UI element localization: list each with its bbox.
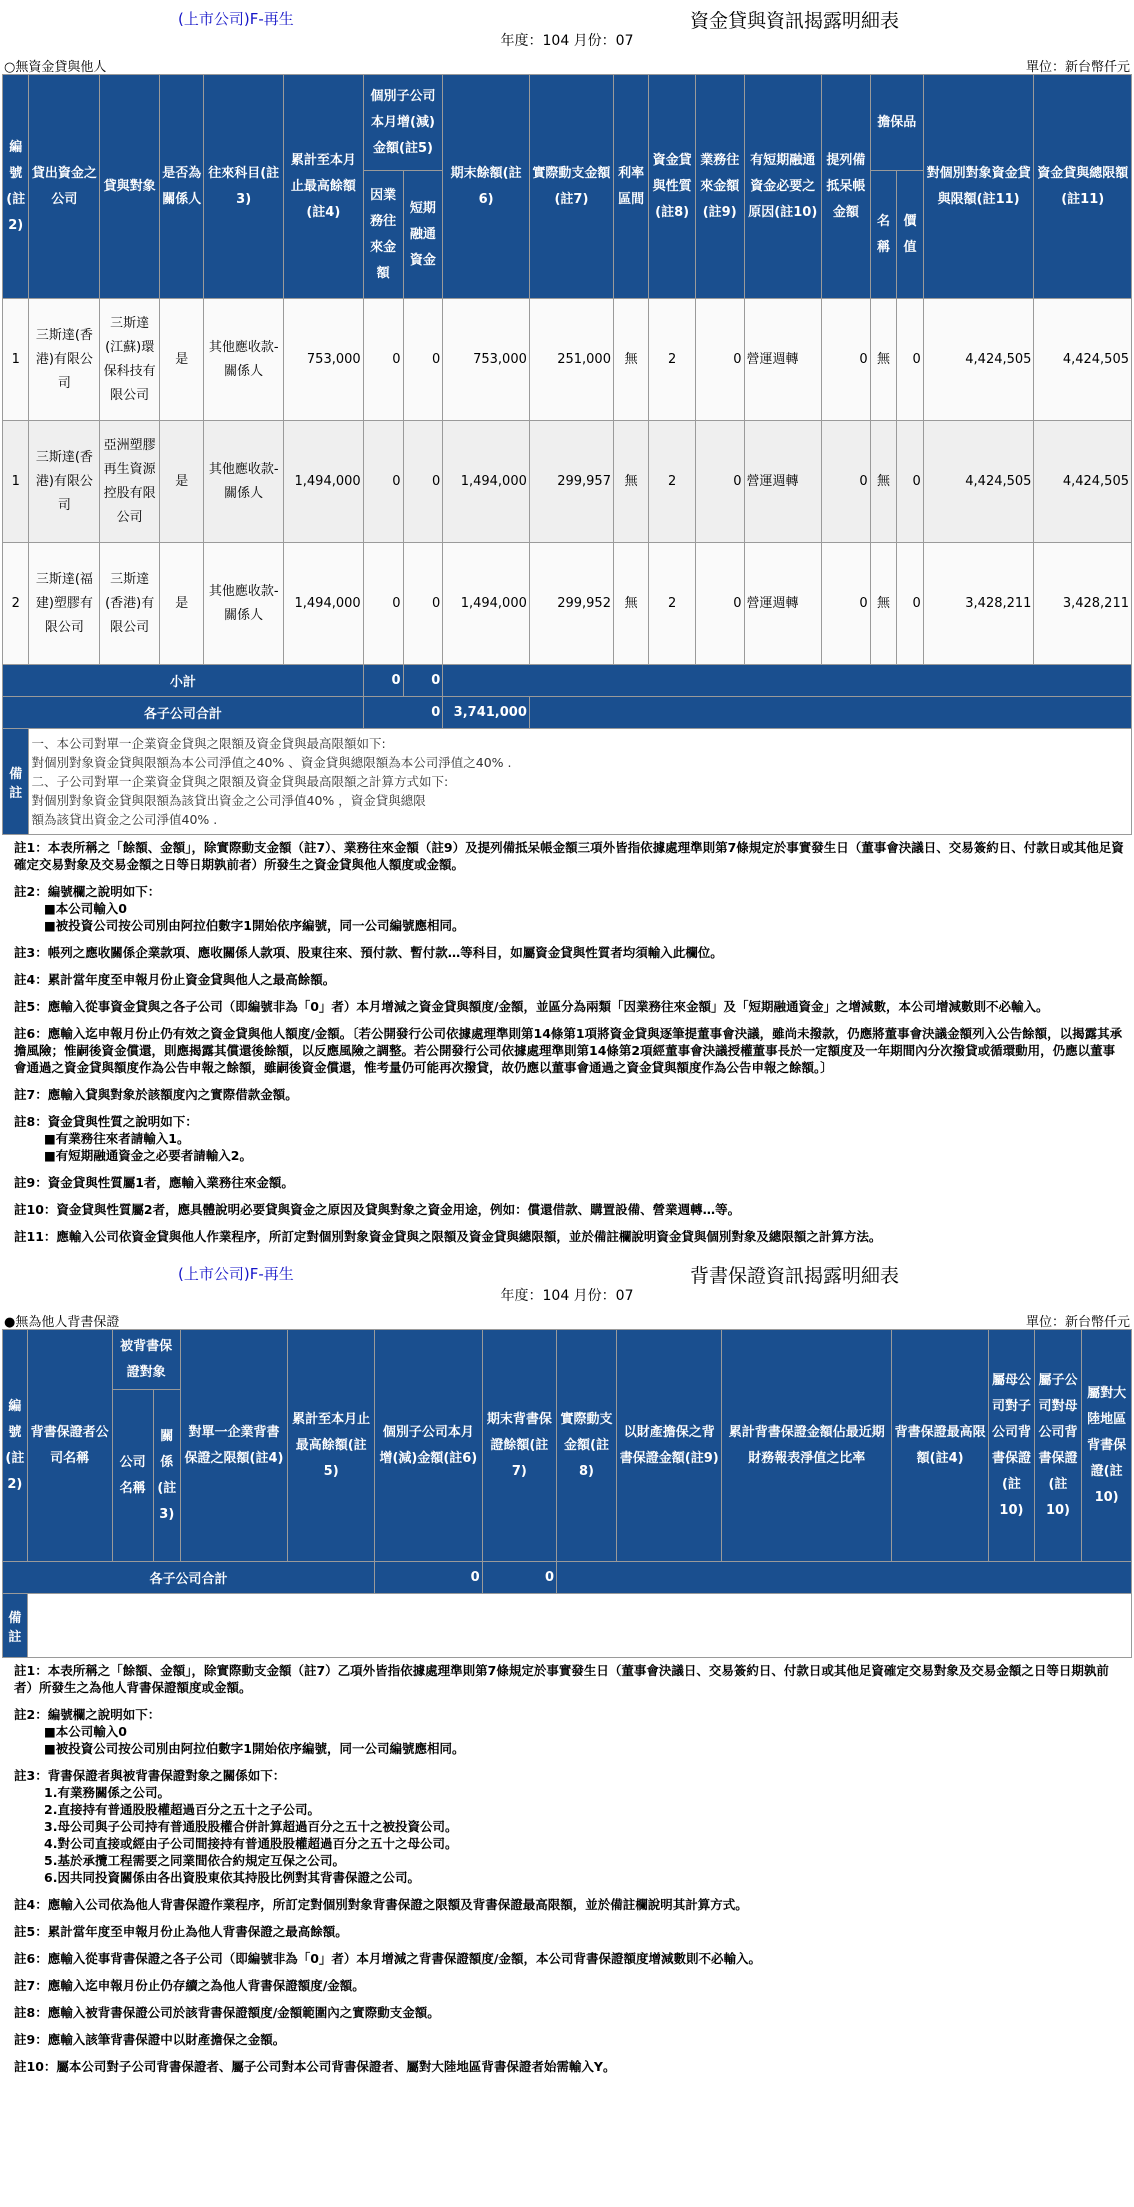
loan-col-collateral: 擔保品 [870, 75, 923, 171]
guar-total-label: 各子公司合計 [3, 1562, 375, 1594]
cell-related: 是 [160, 421, 204, 543]
loan-company-name: (上市公司)F-再生 [178, 10, 294, 28]
cell-actual: 299,952 [529, 543, 613, 665]
loan-col-biz-amt: 業務往來金額(註9) [695, 75, 744, 299]
cell-nature: 2 [649, 543, 695, 665]
guar-col-limit-single: 對單一企業背書保證之限額(註4) [180, 1330, 288, 1562]
table-row [3, 543, 1132, 665]
note: 註4：應輸入公司依為他人背書保證作業程序，所訂定對個別對象背書保證之限額及背書保證最高限額，並於備註欄說明其計算方式。 [14, 1897, 748, 1912]
guar-col-actual: 實際動支金額(註8) [557, 1330, 617, 1562]
note-sub: 5.基於承攬工程需要之同業間依合約規定互保之公司。 [44, 1853, 345, 1868]
loan-col-col-value: 價值 [897, 171, 924, 299]
total-row [3, 697, 1132, 729]
cell-limit-single: 4,424,505 [923, 299, 1034, 421]
cell-limit-total: 4,424,505 [1034, 299, 1132, 421]
guar-remarks-label: 備註 [3, 1594, 28, 1658]
cell-biz-amt: 0 [695, 421, 744, 543]
cell-borrower: 三斯達(江蘇)環保科技有限公司 [100, 299, 160, 421]
loan-col-max: 累計至本月止最高餘額(註4) [284, 75, 364, 299]
guar-col-end: 期末背書保證餘額(註7) [482, 1330, 556, 1562]
cell-max: 1,494,000 [284, 543, 364, 665]
cell-no: 2 [3, 543, 29, 665]
cell-max: 753,000 [284, 299, 364, 421]
note: 註11：應輸入公司依資金貸與他人作業程序，所訂定對個別對象資金貸與之限額及資金貸與總限額，並於備註欄說明資金貸與個別對象及總限額之計算方法。 [14, 1229, 882, 1244]
guar-col-target-name: 公司名稱 [112, 1390, 153, 1562]
remark-line: 對個別對象資金貸與限額為本公司淨值之40% 、資金貸與總限額為本公司淨值之40% . [31, 755, 512, 770]
loan-col-nature: 資金貸與性質(註8) [649, 75, 695, 299]
cell-rate: 無 [613, 421, 648, 543]
note-sub: 4.對公司直接或經由子公司間接持有普通股股權超過百分之五十之母公司。 [44, 1836, 458, 1851]
loan-col-account: 往來科目(註3) [204, 75, 284, 299]
loan-title: 資金貸與資訊揭露明細表 [690, 10, 900, 32]
guar-col-sub-change: 個別子公司本月增(減)金額(註6) [375, 1330, 483, 1562]
cell-col-value: 0 [897, 299, 924, 421]
note: 註4：累計當年度至申報月份止資金貸與他人之最高餘額。 [14, 972, 336, 987]
cell-end: 1,494,000 [443, 543, 530, 665]
guarantee-title: 背書保證資訊揭露明細表 [690, 1265, 900, 1287]
note: 註3：背書保證者與被背書保證對象之關係如下： [14, 1768, 286, 1783]
note-sub: ■本公司輸入0 [44, 901, 128, 916]
cell-reason: 營運週轉 [744, 421, 821, 543]
cell-col-name: 無 [870, 421, 897, 543]
note: 註1：本表所稱之「餘額、金額」，除實際動支金額（註7）、業務往來金額（註9）及提列備抵呆帳金額三項外皆指依據處理準則第7條規定於事實發生日（董事會決議日、交易簽約日、付款日或其他足資確定交易對象及交易金額之日等日期孰前者）所發生之資金貸與他人額度或金額。 [14, 840, 1124, 872]
remarks-label: 備註 [3, 729, 29, 835]
remark-line: 二、子公司對單一企業資金貸與之限額及資金貸與最高限額之計算方式如下: [31, 774, 449, 789]
guar-remarks-row [3, 1594, 1132, 1658]
loan-col-borrower: 貸與對象 [100, 75, 160, 299]
loan-col-lender: 貸出資金之公司 [29, 75, 100, 299]
note: 註10：屬本公司對子公司背書保證者、屬子公司對本公司背書保證者、屬對大陸地區背書保證者始需輸入Y。 [14, 2059, 616, 2074]
guar-col-mainland: 屬對大陸地區背書保證(註10) [1082, 1330, 1132, 1562]
cell-limit-total: 4,424,505 [1034, 421, 1132, 543]
cell-actual: 251,000 [529, 299, 613, 421]
note-sub: ■被投資公司按公司別由阿拉伯數字1開始依序編號，同一公司編號應相同。 [44, 1741, 465, 1756]
loan-col-no: 編號(註2) [3, 75, 29, 299]
cell-no: 1 [3, 421, 29, 543]
guarantee-company-name: (上市公司)F-再生 [178, 1265, 294, 1283]
loan-notes [14, 839, 1124, 1245]
guarantee-year-month: 年度：104 月份：07 [500, 1288, 634, 1304]
cell-related: 是 [160, 299, 204, 421]
note-sub: ■有業務往來者請輸入1。 [44, 1131, 190, 1146]
cell-biz: 0 [363, 543, 403, 665]
loan-status: ○無資金貸與他人 [4, 60, 107, 75]
remark-line: 額為該貸出資金之公司淨值40% . [31, 812, 218, 827]
guar-col-ratio: 累計背書保證金額佔最近期財務報表淨值之比率 [722, 1330, 892, 1562]
guar-col-parent-sub: 屬母公司對子公司背書保證(註10) [989, 1330, 1034, 1562]
cell-related: 是 [160, 543, 204, 665]
cell-borrower: 亞洲塑膠再生資源控股有限公司 [100, 421, 160, 543]
note-sub: 2.直接持有普通股股權超過百分之五十之子公司。 [44, 1802, 320, 1817]
loan-col-sub-biz: 因業務往來金額 [363, 171, 403, 299]
guar-col-no: 編號(註2) [3, 1330, 28, 1562]
note: 註1：本表所稱之「餘額、金額」，除實際動支金額（註7）乙項外皆指依據處理準則第7條規定於事實發生日（董事會決議日、交易簽約日、付款日或其他足資確定交易對象及交易金額之日等日期孰前者）所發生之為他人背書保證額度或金額。 [14, 1663, 1109, 1695]
table-row [3, 299, 1132, 421]
note: 註9：資金貸與性質屬1者，應輸入業務往來金額。 [14, 1175, 294, 1190]
subtotal-row [3, 665, 1132, 697]
cell-nature: 2 [649, 421, 695, 543]
cell-allowance: 0 [822, 299, 871, 421]
cell-limit-total: 3,428,211 [1034, 543, 1132, 665]
guar-col-sub-parent: 屬子公司對母公司背書保證(註10) [1034, 1330, 1082, 1562]
cell-col-name: 無 [870, 299, 897, 421]
cell-lender: 三斯達(福建)塑膠有限公司 [29, 543, 100, 665]
subtotal-short: 0 [403, 665, 443, 697]
guarantee-unit: 單位：新台幣仟元 [1025, 1315, 1130, 1330]
remark-line: 一、本公司對單一企業資金貸與之限額及資金貸與最高限額如下: [31, 736, 386, 751]
cell-limit-single: 4,424,505 [923, 421, 1034, 543]
guarantee-header [0, 1255, 1134, 1287]
guarantee-status: ●無為他人背書保證 [4, 1315, 120, 1330]
cell-max: 1,494,000 [284, 421, 364, 543]
cell-account: 其他應收款-關係人 [204, 299, 284, 421]
guarantee-subbar [4, 1311, 1130, 1329]
remark-line: 對個別對象資金貸與限額為該貸出資金之公司淨值40% ，資金貸與總限 [31, 793, 426, 808]
note-sub: 1.有業務關係之公司。 [44, 1785, 170, 1800]
cell-biz: 0 [363, 421, 403, 543]
cell-lender: 三斯達(香港)有限公司 [29, 299, 100, 421]
note-sub: ■有短期融通資金之必要者請輸入2。 [44, 1148, 253, 1163]
loan-col-actual: 實際動支金額(註7) [529, 75, 613, 299]
guar-col-collateral: 以財產擔保之背書保證金額(註9) [617, 1330, 722, 1562]
cell-col-value: 0 [897, 543, 924, 665]
subtotal-biz: 0 [363, 665, 403, 697]
guar-col-guarantor: 背書保證者公司名稱 [27, 1330, 112, 1562]
cell-biz: 0 [363, 299, 403, 421]
loan-subbar [4, 56, 1130, 74]
note: 註8：應輸入被背書保證公司於該背書保證額度/金額範圍內之實際動支金額。 [14, 2005, 440, 2020]
cell-account: 其他應收款-關係人 [204, 421, 284, 543]
cell-lender: 三斯達(香港)有限公司 [29, 421, 100, 543]
note: 註2：編號欄之說明如下： [14, 884, 161, 899]
loan-col-related: 是否為關係人 [160, 75, 204, 299]
loan-year-month: 年度：104 月份：07 [500, 33, 634, 49]
loan-col-sub-change: 個別子公司本月增(減)金額(註5) [363, 75, 443, 171]
subtotal-label: 小計 [3, 665, 364, 697]
guar-total-row [3, 1562, 1132, 1594]
note: 註8：資金貸與性質之說明如下： [14, 1114, 198, 1129]
cell-rate: 無 [613, 543, 648, 665]
cell-limit-single: 3,428,211 [923, 543, 1034, 665]
cell-allowance: 0 [822, 421, 871, 543]
loan-col-limit-total: 資金貸與總限額(註11) [1034, 75, 1132, 299]
note: 註5：累計當年度至申報月份止為他人背書保證之最高餘額。 [14, 1924, 348, 1939]
cell-actual: 299,957 [529, 421, 613, 543]
note: 註5：應輸入從事資金貸與之各子公司（即編號非為「0」者）本月增減之資金貸與額度/金額，並區分為兩類「因業務往來金額」及「短期融通資金」之增減數，本公司增減數則不必輸入。 [14, 999, 1049, 1014]
guarantee-notes [14, 1662, 1124, 2075]
cell-reason: 營運週轉 [744, 299, 821, 421]
cell-biz-amt: 0 [695, 299, 744, 421]
cell-no: 1 [3, 299, 29, 421]
cell-rate: 無 [613, 299, 648, 421]
cell-account: 其他應收款-關係人 [204, 543, 284, 665]
cell-reason: 營運週轉 [744, 543, 821, 665]
loan-col-sub-short: 短期融通資金 [403, 171, 443, 299]
note: 註3：帳列之應收關係企業款項、應收關係人款項、股東往來、預付款、暫付款…等科目，如屬資金貸與性質者均須輸入此欄位。 [14, 945, 723, 960]
loan-col-rate: 利率區間 [613, 75, 648, 299]
guar-remarks-text [27, 1594, 1131, 1658]
note-sub: ■本公司輸入0 [44, 1724, 128, 1739]
cell-biz-amt: 0 [695, 543, 744, 665]
cell-short: 0 [403, 543, 443, 665]
table-row [3, 421, 1132, 543]
guar-total-end: 0 [482, 1562, 556, 1594]
note: 註6：應輸入從事背書保證之各子公司（即編號非為「0」者）本月增減之背書保證額度/金額，本公司背書保證額度增減數則不必輸入。 [14, 1951, 761, 1966]
guarantee-table [2, 1329, 1132, 1658]
loan-col-end: 期末餘額(註6) [443, 75, 530, 299]
cell-nature: 2 [649, 299, 695, 421]
cell-col-name: 無 [870, 543, 897, 665]
loan-col-col-name: 名稱 [870, 171, 897, 299]
note: 註7：應輸入迄申報月份止仍存續之為他人背書保證額度/金額。 [14, 1978, 365, 1993]
note-sub: 3.母公司與子公司持有普通股股權合併計算超過百分之五十之被投資公司。 [44, 1819, 458, 1834]
cell-short: 0 [403, 421, 443, 543]
remarks-text [29, 729, 1132, 835]
note: 註10：資金貸與性質屬2者，應具體說明必要貸與資金之原因及貸與對象之資金用途，例如：償還借款、購置設備、營業週轉…等。 [14, 1202, 741, 1217]
loan-table [2, 74, 1132, 835]
guar-col-target-rel: 關係(註3) [153, 1390, 180, 1562]
loan-unit: 單位：新台幣仟元 [1025, 60, 1130, 75]
note: 註6：應輸入迄申報月份止仍有效之資金貸與他人額度/金額。〔若公開發行公司依據處理準則第14條第1項將資金貸與逐筆提董事會決議，雖尚未撥款，仍應將董事會決議金額列入公告餘額，以揭露其承擔風險；惟嗣後資金償還，則應揭露其償還後餘額，以反應風險之調整。若公開發行公司依據處理準則第14條第2項經董事會決議授權董事長於一定額度及一年期間內分次撥貸或循環動用，仍應以董事會通過之資金貸與額度作為公告申報之餘額，雖嗣後資金償還，惟考量仍可能再次撥貸，故仍應以董事會通過之資金貸與額度作為公告申報之餘額。〕 [14, 1026, 1123, 1075]
note: 註7：應輸入貸與對象於該額度內之實際借款金額。 [14, 1087, 298, 1102]
cell-end: 753,000 [443, 299, 530, 421]
loan-col-allowance: 提列備抵呆帳金額 [822, 75, 871, 299]
note: 註9：應輸入該筆背書保證中以財產擔保之金額。 [14, 2032, 286, 2047]
cell-col-value: 0 [897, 421, 924, 543]
loan-col-reason: 有短期融通資金必要之原因(註10) [744, 75, 821, 299]
loan-col-limit-single: 對個別對象資金貸與限額(註11) [923, 75, 1034, 299]
cell-end: 1,494,000 [443, 421, 530, 543]
total-label: 各子公司合計 [3, 697, 364, 729]
guar-col-target: 被背書保證對象 [112, 1330, 180, 1390]
guar-total-change: 0 [375, 1562, 483, 1594]
guar-col-max: 累計至本月止最高餘額(註5) [288, 1330, 375, 1562]
cell-short: 0 [403, 299, 443, 421]
total-end: 3,741,000 [443, 697, 530, 729]
loan-header [0, 0, 1134, 32]
note-sub: ■被投資公司按公司別由阿拉伯數字1開始依序編號，同一公司編號應相同。 [44, 918, 465, 933]
guar-col-limit-max: 背書保證最高限額(註4) [892, 1330, 989, 1562]
cell-allowance: 0 [822, 543, 871, 665]
cell-borrower: 三斯達(香港)有限公司 [100, 543, 160, 665]
note: 註2：編號欄之說明如下： [14, 1707, 161, 1722]
total-change: 0 [363, 697, 443, 729]
remarks-row [3, 729, 1132, 835]
note-sub: 6.因共同投資關係由各出資股東依其持股比例對其背書保證之公司。 [44, 1870, 420, 1885]
